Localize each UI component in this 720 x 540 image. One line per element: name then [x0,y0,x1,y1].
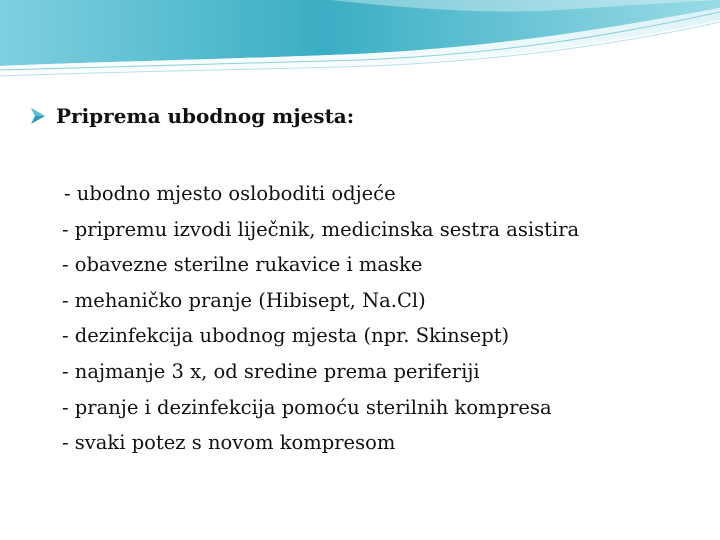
arrowhead-bullet-icon [30,107,46,125]
list-item: - svaki potez s novom kompresom [62,431,396,455]
list-item: - dezinfekcija ubodnog mjesta (npr. Skinsept) [62,324,510,348]
list-item: - pranje i dezinfekcija pomoću sterilnih kompresa [62,395,552,419]
list-item: - pripremu izvodi liječnik, medicinska sestra asistira [62,217,580,241]
bullet-list [62,176,579,461]
list-item: - mehaničko pranje (Hibisept, Na.Cl) [62,288,426,312]
heading-text: Priprema ubodnog mjesta: [56,104,355,128]
header-wave-decoration [0,0,720,90]
list-item: - najmanje 3 x, od sredine prema periferiji [62,359,480,383]
list-item: - ubodno mjesto osloboditi odjeće [64,182,396,205]
list-item: - obavezne sterilne rukavice i maske [62,253,423,277]
slide-heading [30,104,354,128]
